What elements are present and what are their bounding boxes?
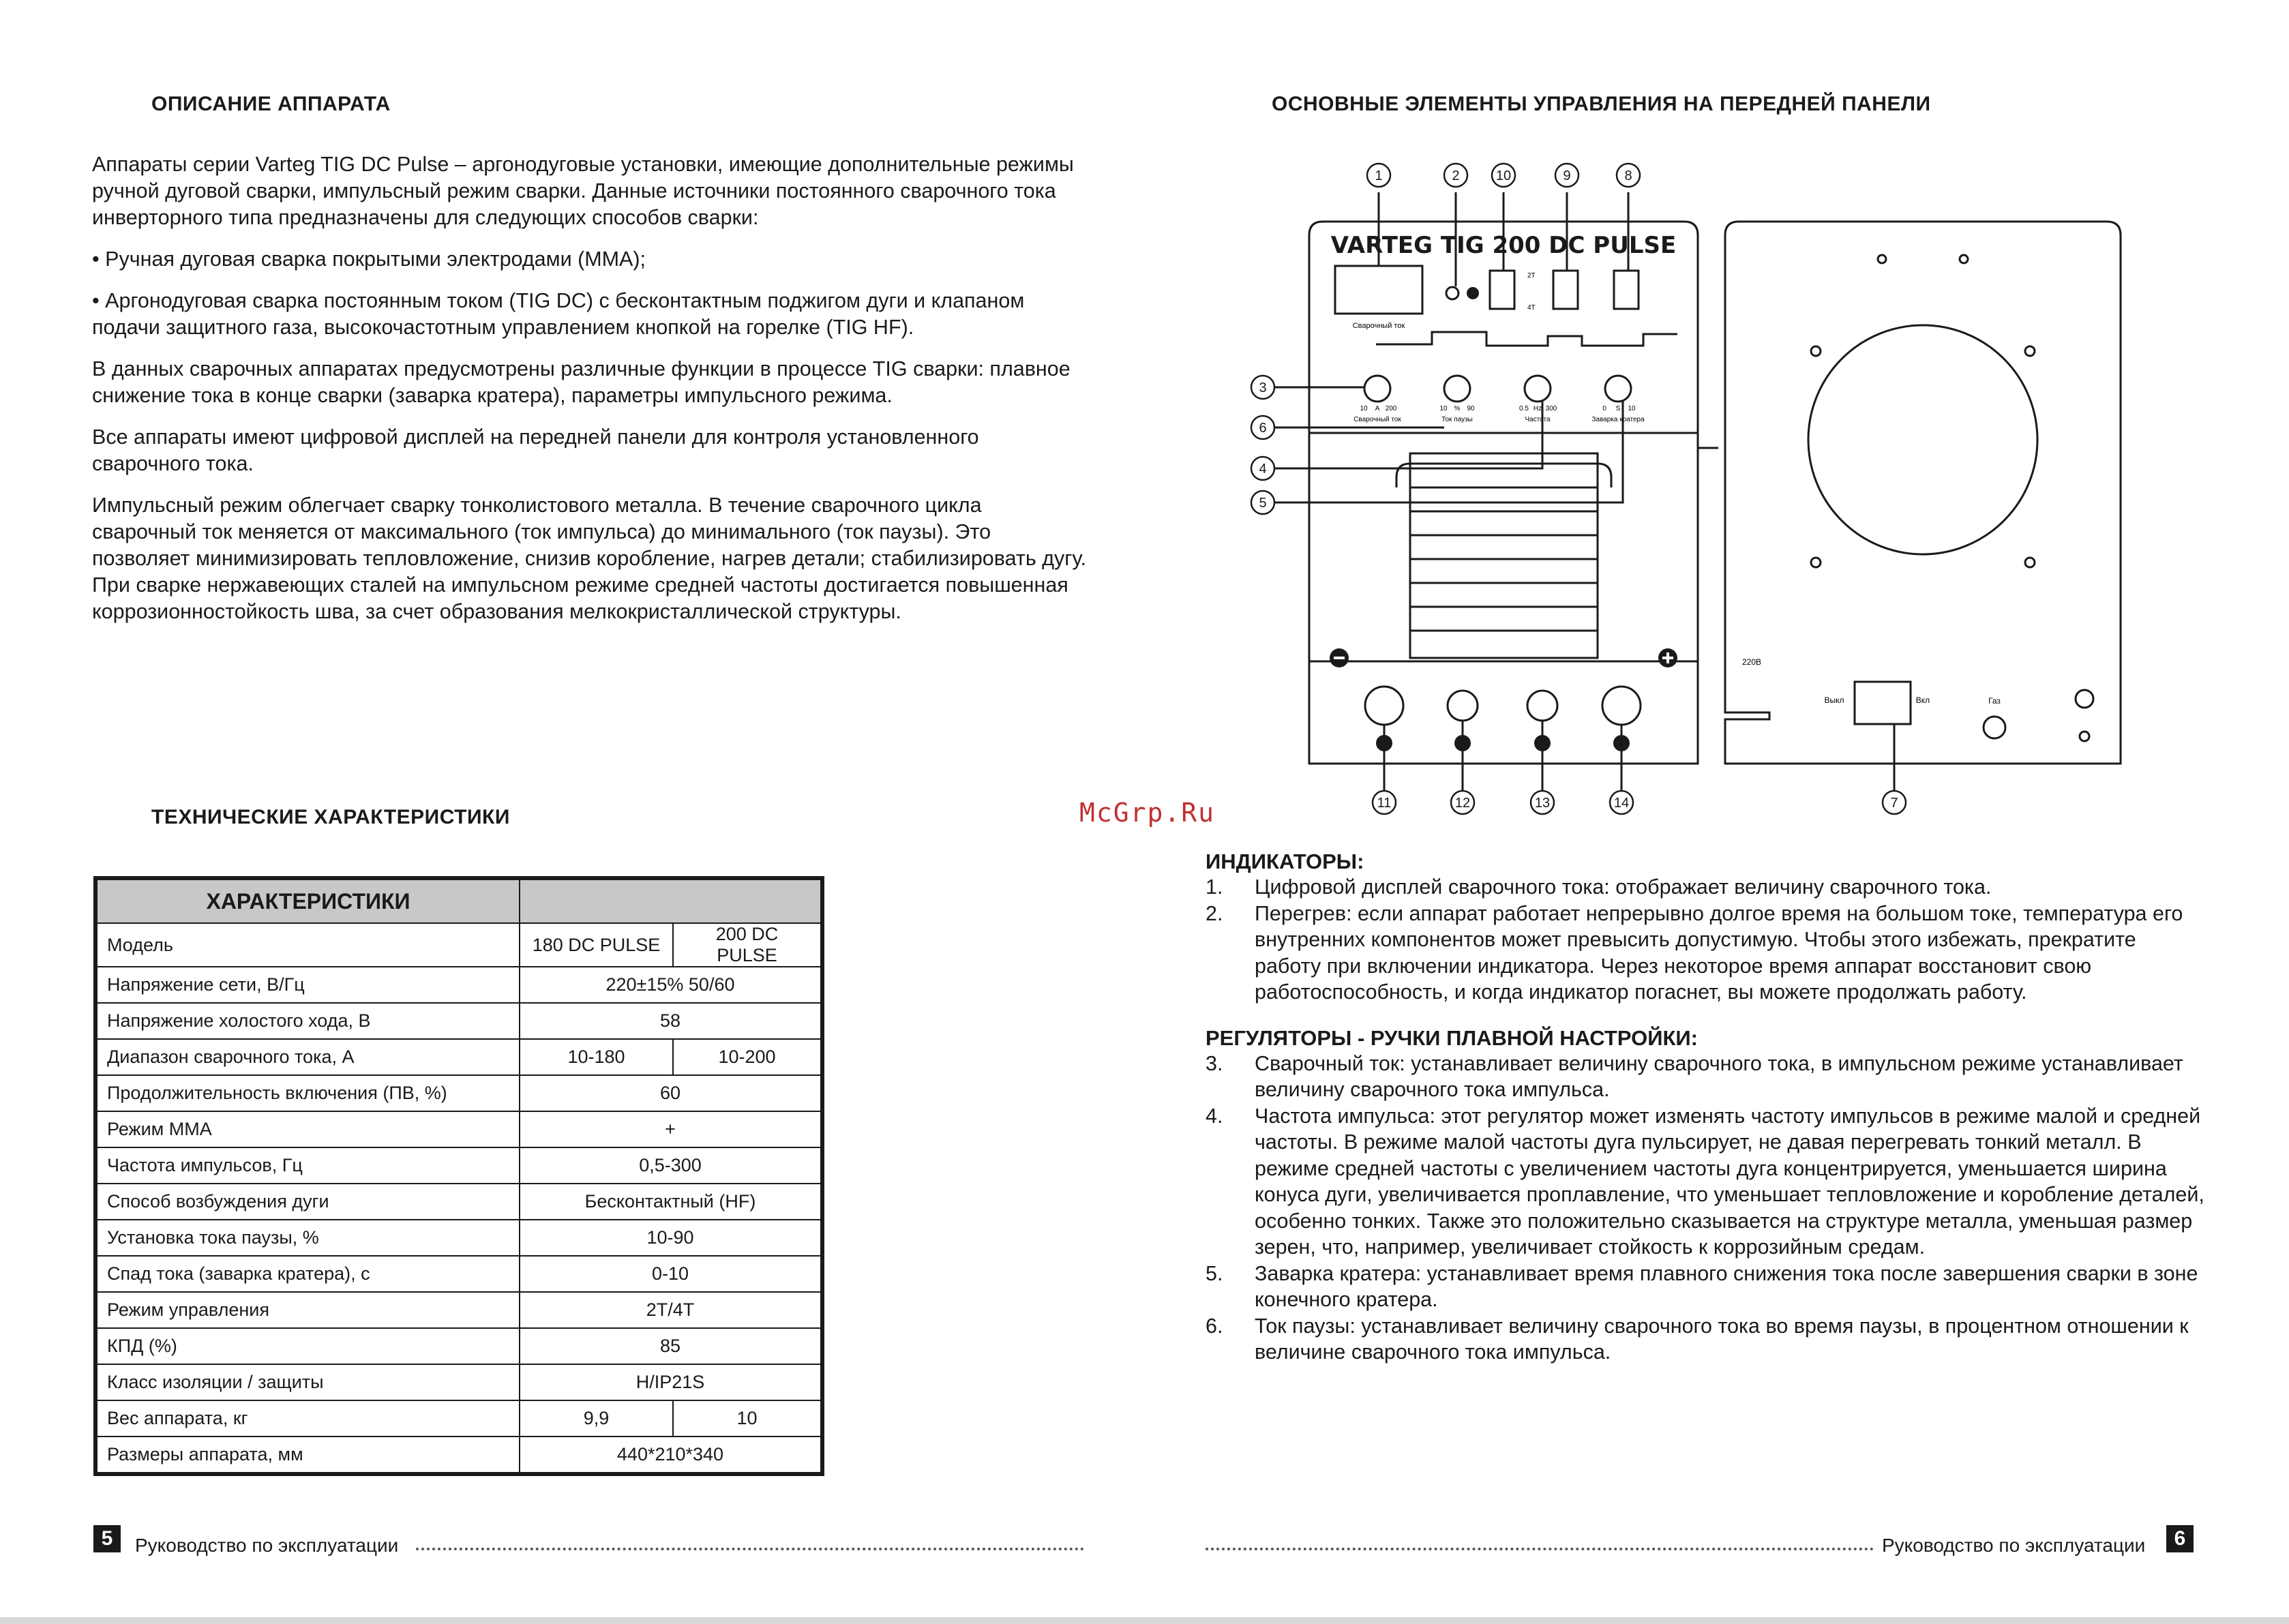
row-value: 220±15% 50/60 — [520, 967, 822, 1003]
knob-unit: A — [1375, 405, 1380, 412]
row-value: Бесконтактный (HF) — [520, 1184, 822, 1220]
callout-markers — [1251, 164, 1906, 814]
knob-min: 0.5 — [1519, 405, 1529, 412]
socket-control — [1527, 691, 1557, 721]
row-label: Режим ММА — [95, 1111, 520, 1147]
row-label: Размеры аппарата, мм — [95, 1437, 520, 1474]
row-value: 0,5-300 — [520, 1147, 822, 1184]
row-label: Спад тока (заварка кратера), с — [95, 1256, 520, 1292]
overheat-led — [1446, 287, 1458, 299]
row-value-b: 10-200 — [673, 1039, 822, 1075]
footer-leader — [416, 1548, 1084, 1550]
footer-title: Руководство по эксплуатации — [135, 1535, 399, 1556]
table-row — [95, 1075, 822, 1111]
row-value: 0-10 — [520, 1256, 822, 1292]
knob-frequency — [1525, 376, 1551, 402]
callout-14: 14 — [1613, 796, 1630, 811]
table-row — [95, 1364, 822, 1400]
knob-unit: % — [1454, 405, 1461, 412]
row-label: Способ возбуждения дуги — [95, 1184, 520, 1220]
table-row — [95, 1147, 822, 1184]
table-row — [95, 967, 822, 1003]
page-number: 5 — [93, 1525, 121, 1552]
table-row — [95, 1437, 822, 1474]
list-item: 5. Заварка кратера: устанавливает время плавного снижения тока после завершения сварки в зоне конечного кратера. — [1206, 1261, 2198, 1311]
table-header-row — [95, 878, 822, 923]
warning-icon — [1467, 287, 1479, 299]
row-label: Напряжение сети, В/Гц — [95, 967, 520, 1003]
knob-unit: S — [1615, 405, 1621, 412]
table-row — [95, 1111, 822, 1147]
electrode-icon — [1376, 735, 1392, 751]
row-value: 60 — [520, 1075, 822, 1111]
callout-1: 1 — [1375, 168, 1383, 183]
row-value: 85 — [520, 1328, 822, 1364]
table-row — [95, 1328, 822, 1364]
brand-label: VARTEG TIG 200 DC PULSE — [1330, 232, 1677, 259]
mode-4t-label: 4T — [1527, 304, 1536, 312]
torch-icon — [1613, 735, 1630, 751]
knob-max: 10 — [1628, 405, 1636, 412]
callout-5: 5 — [1259, 496, 1267, 511]
callout-6: 6 — [1259, 421, 1267, 436]
gas-icon — [1454, 735, 1471, 751]
indicators-heading: ИНДИКАТОРЫ: — [1206, 849, 1364, 873]
knob-max: 200 — [1385, 405, 1397, 412]
table-row — [95, 1184, 822, 1220]
table-row — [95, 1039, 822, 1075]
voltage-label: 220В — [1742, 657, 1762, 667]
knob-max: 90 — [1467, 405, 1475, 412]
callout-4: 4 — [1259, 462, 1267, 477]
row-label: Установка тока паузы, % — [95, 1220, 520, 1256]
row-value: 58 — [520, 1003, 822, 1039]
row-value-a: 10-180 — [520, 1039, 673, 1075]
watermark: McGrp.Ru — [1079, 798, 1216, 828]
knob-label: Частота — [1525, 416, 1551, 423]
socket-electrode — [1365, 687, 1403, 725]
row-value: H/IP21S — [520, 1364, 822, 1400]
row-value: 10-90 — [520, 1220, 822, 1256]
display-box — [1335, 266, 1422, 314]
row-label: Модель — [95, 923, 520, 967]
table-row — [95, 1292, 822, 1328]
callout-12: 12 — [1454, 796, 1471, 811]
row-value-a: 180 DC PULSE — [520, 923, 673, 967]
table-row — [95, 923, 822, 967]
mode-2t-label: 2T — [1527, 272, 1536, 280]
gas-inlet — [1984, 717, 2005, 738]
paragraph: • Ручная дуговая сварка покрытыми электродами (MMA); — [92, 247, 646, 271]
callout-3: 3 — [1259, 380, 1267, 395]
row-value: + — [520, 1111, 822, 1147]
table-row — [95, 1400, 822, 1437]
list-item: 4. Частота импульса: этот регулятор может изменять частоту импульсов в режиме малой и средней частоты. В режиме малой частоты дуга пульсирует, не давая перегревать тонкий металл. В режиме средней частоты с увеличением частоты дуга концентрируется, уменьшается ширина конуса дуги, увеличивается проплавление, что уменьшает тепловложение и коробление деталей, особенно тонких. Также это положительно сказывается на структуре металла, уменьшая размер зерен, что, например, увеличивает стойкость к коррозийным средам. — [1206, 1104, 2204, 1259]
description-text — [92, 151, 1088, 640]
callout-7: 7 — [1890, 796, 1898, 811]
paragraph: • Аргонодуговая сварка постоянным током (TIG DC) с бесконтактным поджигом дуги и клапаном подачи защитного газа, высокочастотным управлением кнопкой на горелке (TIG HF). — [92, 289, 1025, 339]
specs-heading: ТЕХНИЧЕСКИЕ ХАРАКТЕРИСТИКИ — [151, 806, 510, 828]
knob-max: 300 — [1545, 405, 1557, 412]
specs-table — [93, 876, 824, 1476]
list-item: 3. Сварочный ток: устанавливает величину сварочного тока, в импульсном режиме устанавливает величину сварочного тока импульса. — [1206, 1051, 2183, 1101]
switch-pulse — [1553, 271, 1578, 309]
vent-frame — [1410, 453, 1598, 658]
row-value-b: 200 DC PULSE — [673, 923, 822, 967]
bottom-edge — [0, 1617, 2289, 1624]
callout-8: 8 — [1624, 168, 1632, 183]
switch-on-label: Вкл — [1915, 695, 1930, 705]
knob-crater — [1605, 376, 1631, 402]
display-label: Сварочный ток — [1352, 322, 1405, 330]
list-item: 1. Цифровой дисплей сварочного тока: отображает величину сварочного тока. — [1206, 875, 1992, 899]
row-label: КПД (%) — [95, 1328, 520, 1364]
footer-leader — [1206, 1548, 1874, 1550]
knob-label: Ток паузы — [1441, 416, 1473, 423]
description-heading: ОПИСАНИЕ АППАРАТА — [151, 93, 391, 115]
socket-gas — [1448, 691, 1478, 721]
paragraph: Импульсный режим облегчает сварку тонколистового металла. В течение сварочного цикла сварочный ток меняется от максимального (ток импульса) до минимального (ток паузы). Это позволяет минимизировать тепловложение, снизив коробление, нагрев детали; стабилизировать дугу. При сварке нержавеющих сталей на импульсном режиме средней частоты достигается повышенная коррозионностойкость шва, за счет образования мелкокристаллической структуры. — [92, 494, 1087, 623]
table-row — [95, 1220, 822, 1256]
row-value: 2T/4T — [520, 1292, 822, 1328]
front-panel-diagram — [1227, 153, 2141, 828]
callout-10: 10 — [1495, 168, 1512, 183]
row-label: Напряжение холостого хода, В — [95, 1003, 520, 1039]
table-row — [95, 1003, 822, 1039]
callout-13: 13 — [1534, 796, 1551, 811]
footer-title: Руководство по эксплуатации — [1882, 1535, 2146, 1556]
knob-welding-current — [1364, 376, 1390, 402]
list-item: 6. Ток паузы: устанавливает величину сварочного тока во время паузы, в процентном отношении к величине сварочного тока импульса. — [1206, 1314, 2189, 1364]
page-number: 6 — [2166, 1525, 2194, 1552]
row-label: Частота импульсов, Гц — [95, 1147, 520, 1184]
indicators-list — [1206, 874, 2208, 1006]
socket-torch — [1602, 687, 1641, 725]
ground-terminal — [2076, 690, 2093, 708]
row-label: Продолжительность включения (ПВ, %) — [95, 1075, 520, 1111]
regulators-heading: РЕГУЛЯТОРЫ - РУЧКИ ПЛАВНОЙ НАСТРОЙКИ: — [1206, 1025, 1699, 1050]
row-label: Режим управления — [95, 1292, 520, 1328]
table-header-blank — [520, 878, 822, 923]
row-label: Диапазон сварочного тока, А — [95, 1039, 520, 1075]
gas-label: Газ — [1988, 696, 2001, 706]
callout-2: 2 — [1452, 168, 1460, 183]
callout-11: 11 — [1377, 796, 1392, 811]
row-value-a: 9,9 — [520, 1400, 673, 1437]
controls-heading: ОСНОВНЫЕ ЭЛЕМЕНТЫ УПРАВЛЕНИЯ НА ПЕРЕДНЕЙ ПАНЕЛИ — [1272, 93, 1931, 115]
switch-off-label: Выкл — [1824, 695, 1844, 705]
row-label: Класс изоляции / защиты — [95, 1364, 520, 1400]
knob-unit: Hz — [1533, 405, 1542, 412]
knob-pause-current — [1444, 376, 1470, 402]
row-value-b: 10 — [673, 1400, 822, 1437]
control-icon — [1534, 735, 1551, 751]
paragraph: В данных сварочных аппаратах предусмотрены различные функции в процессе TIG сварки: плавное снижение тока в конце сварки (заварка кратера), параметры импульсного режима. — [92, 357, 1071, 407]
knob-min: 0 — [1602, 405, 1606, 412]
row-label: Вес аппарата, кг — [95, 1400, 520, 1437]
callout-9: 9 — [1563, 168, 1571, 183]
fan-circle — [1808, 325, 2037, 554]
paragraph: Аппараты серии Varteg TIG DC Pulse – аргонодуговые установки, имеющие дополнительные режимы ручной дуговой сварки, импульсный режим сварки. Данные источники постоянного сварочного тока инверторного типа предназначены для следующих способов сварки: — [92, 153, 1074, 229]
table-row — [95, 1256, 822, 1292]
switch-2t4t — [1490, 271, 1514, 309]
regulators-list — [1206, 1051, 2208, 1366]
knob-min: 10 — [1360, 405, 1368, 412]
knob-label: Заварка кратера — [1591, 416, 1645, 423]
row-value: 440*210*340 — [520, 1437, 822, 1474]
rear-panel-outline — [1725, 222, 2121, 764]
power-switch — [1855, 682, 1911, 724]
controls-description — [1206, 849, 2208, 1386]
switch-mode — [1614, 271, 1639, 309]
paragraph: Все аппараты имеют цифровой дисплей на передней панели для контроля установленного сварочного тока. — [92, 425, 979, 475]
knob-label: Сварочный ток — [1353, 416, 1401, 423]
list-item: 2. Перегрев: если аппарат работает непрерывно долгое время на большом токе, температура его внутренних компонентов может превысить допустимую. Чтобы этого избежать, прекратите работу при включении индикатора. Через некоторое время аппарат восстановит свою работоспособность, и когда индикатор погаснет, вы можете продолжать работу. — [1206, 901, 2183, 1004]
knob-min: 10 — [1439, 405, 1448, 412]
table-header: ХАРАКТЕРИСТИКИ — [95, 878, 520, 923]
